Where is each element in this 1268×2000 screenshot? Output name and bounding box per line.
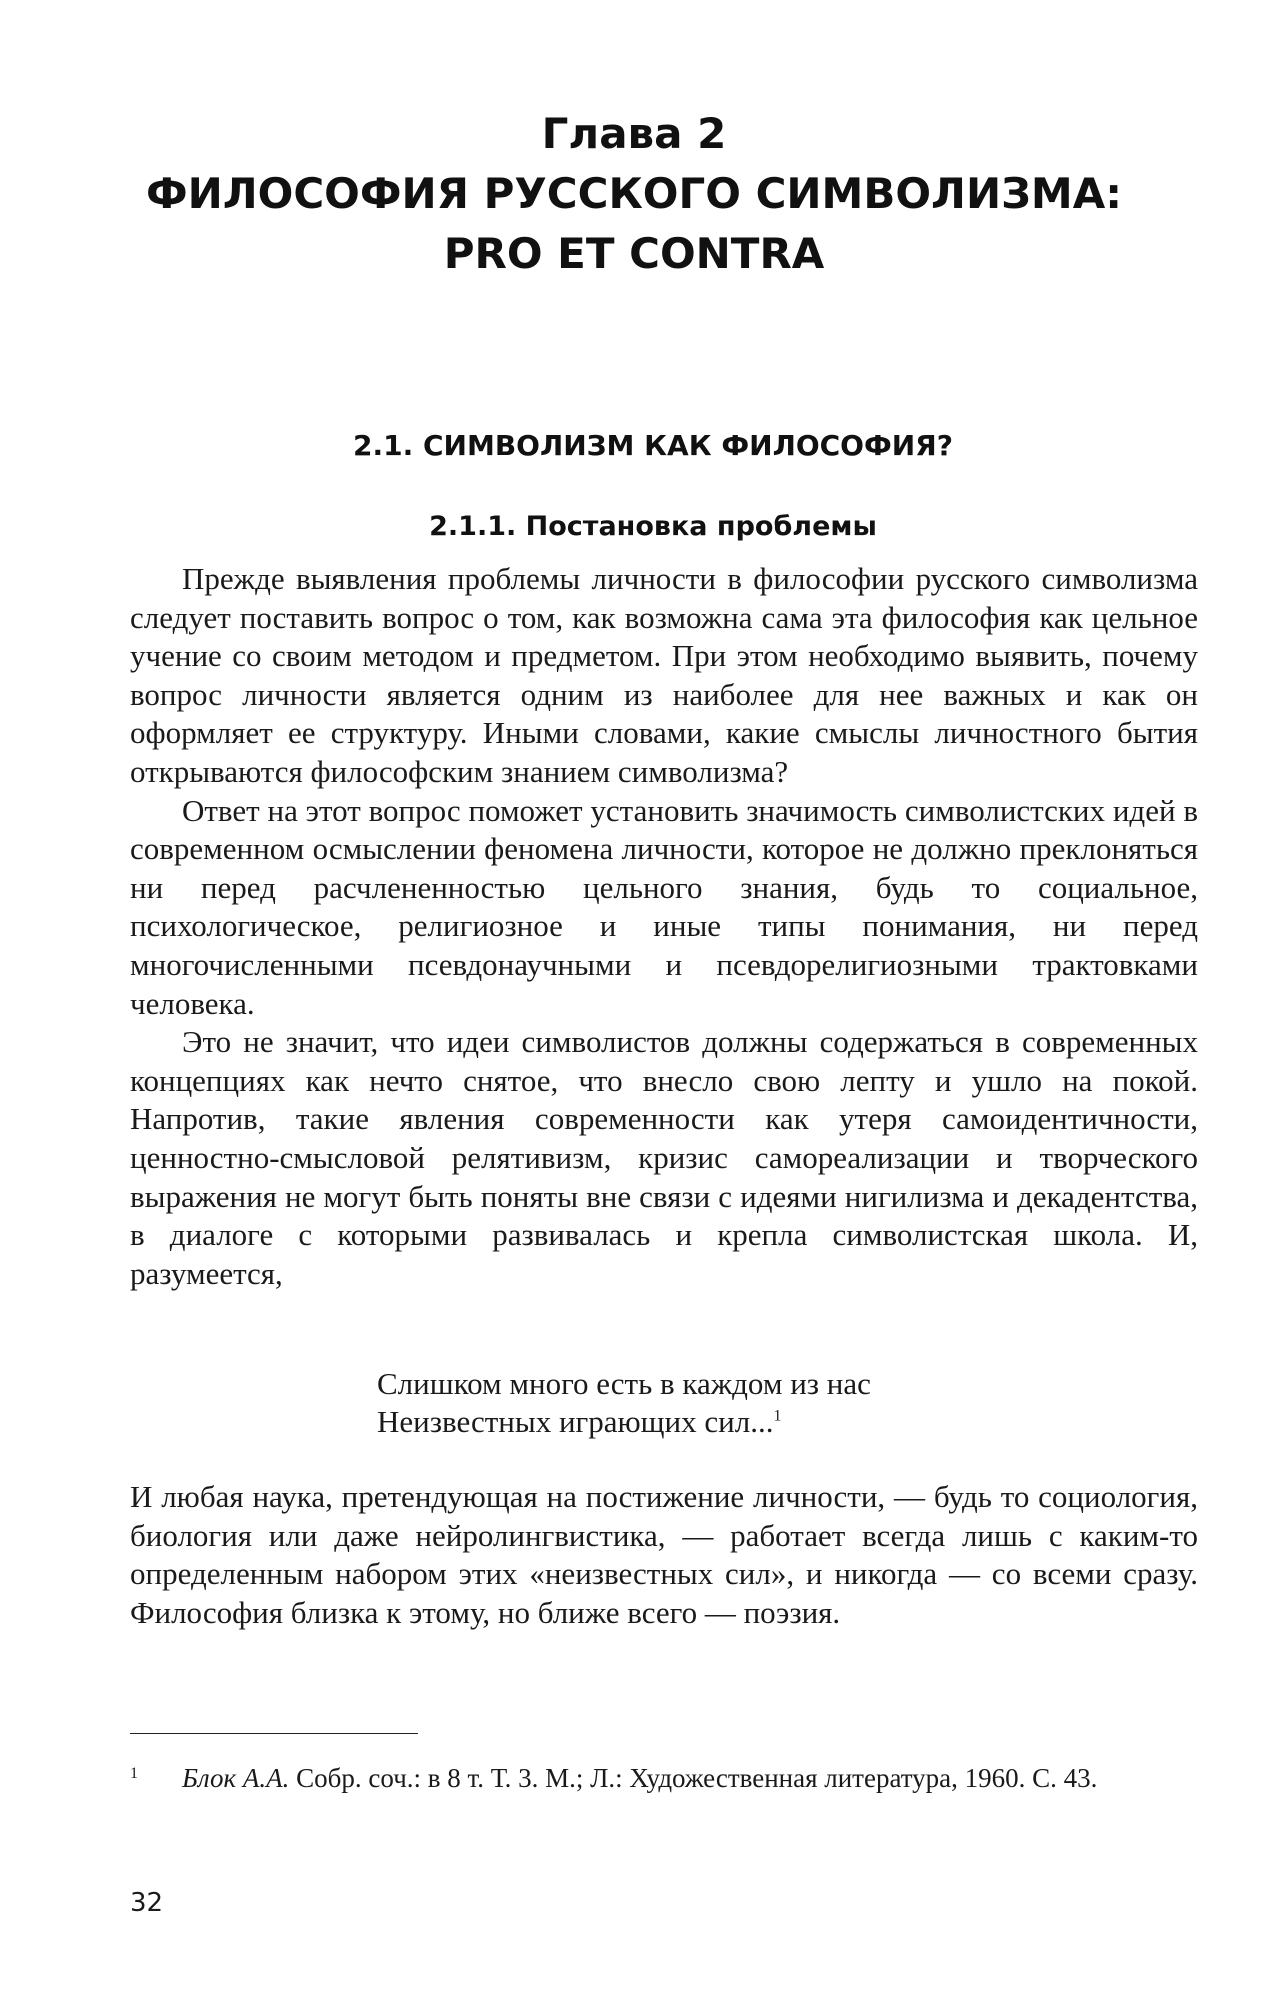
paragraph: Ответ на этот вопрос поможет установить значимость символистских идей в современном осмыслении феномена личности, которое не должно преклоняться ни перед расчлененностью цельного знания, будь то социальное, психологическое, религиозное и иные типы понимания, ни перед многочисленными псевдонаучными и псевдорелигиозными трактовками человека. xyxy=(130,792,1198,1021)
page-number: 32 xyxy=(130,1888,164,1918)
paragraph-after-verse: И любая наука, претендующая на постижение личности, — будь то социология, биология или даже нейролингвистика, — работает всегда лишь с каким-то определенным набором этих «неизвестных сил», и никогда — со всеми сразу. Философия близка к этому, но ближе всего — поэзия. xyxy=(130,1479,1198,1630)
chapter-heading xyxy=(0,104,1268,284)
verse-line-2-wrapper xyxy=(377,1403,871,1441)
chapter-label: Глава 2 xyxy=(541,109,727,158)
footnote-text xyxy=(182,1760,1198,1796)
chapter-title-line-2: PRO ET CONTRA xyxy=(443,229,825,278)
body-text xyxy=(130,560,1198,1293)
section-title: 2.1. СИМВОЛИЗМ КАК ФИЛОСОФИЯ? xyxy=(353,429,953,462)
chapter-title-line-1: ФИЛОСОФИЯ РУССКОГО СИМВОЛИЗМА: xyxy=(145,169,1123,218)
footnote-citation: Собр. соч.: в 8 т. Т. 3. М.; Л.: Художественная литература, 1960. С. 43. xyxy=(289,1763,1098,1793)
subsection-title: 2.1.1. Постановка проблемы xyxy=(429,511,877,542)
verse-line-2: Неизвестных играющих сил... xyxy=(377,1404,774,1439)
footnote-author: Блок А.А. xyxy=(182,1763,290,1793)
paragraph: Это не значит, что идеи символистов должны содержаться в современных концепциях как нечто снятое, что внесло свою лепту и ушло на покой. Напротив, такие явления современности как утеря самоидентичности, ценностно-смысловой релятивизм, кризис самореализации и творческого выражения не могут быть поняты вне связи с идеями нигилизма и декадентства, в диалоге с которыми развивалась и крепла символистская школа. И, разумеется, xyxy=(130,1024,1198,1291)
footnote xyxy=(130,1760,1198,1796)
footnote-number: 1 xyxy=(130,1765,138,1782)
footnote-divider xyxy=(130,1733,418,1734)
verse-line-1: Слишком много есть в каждом из нас xyxy=(377,1366,871,1401)
verse-quote xyxy=(377,1365,871,1441)
footnote-reference: 1 xyxy=(773,1407,782,1425)
paragraph: Прежде выявления проблемы личности в философии русского символизма следует поставить вопрос о том, как возможна сама эта философия как цельное учение со своим методом и предметом. При этом необходимо выявить, почему вопрос личности является одним из наиболее для нее важных и как он оформляет ее структуру. Иными словами, какие смыслы личностного бытия открываются философским знанием символизма? xyxy=(130,561,1198,789)
